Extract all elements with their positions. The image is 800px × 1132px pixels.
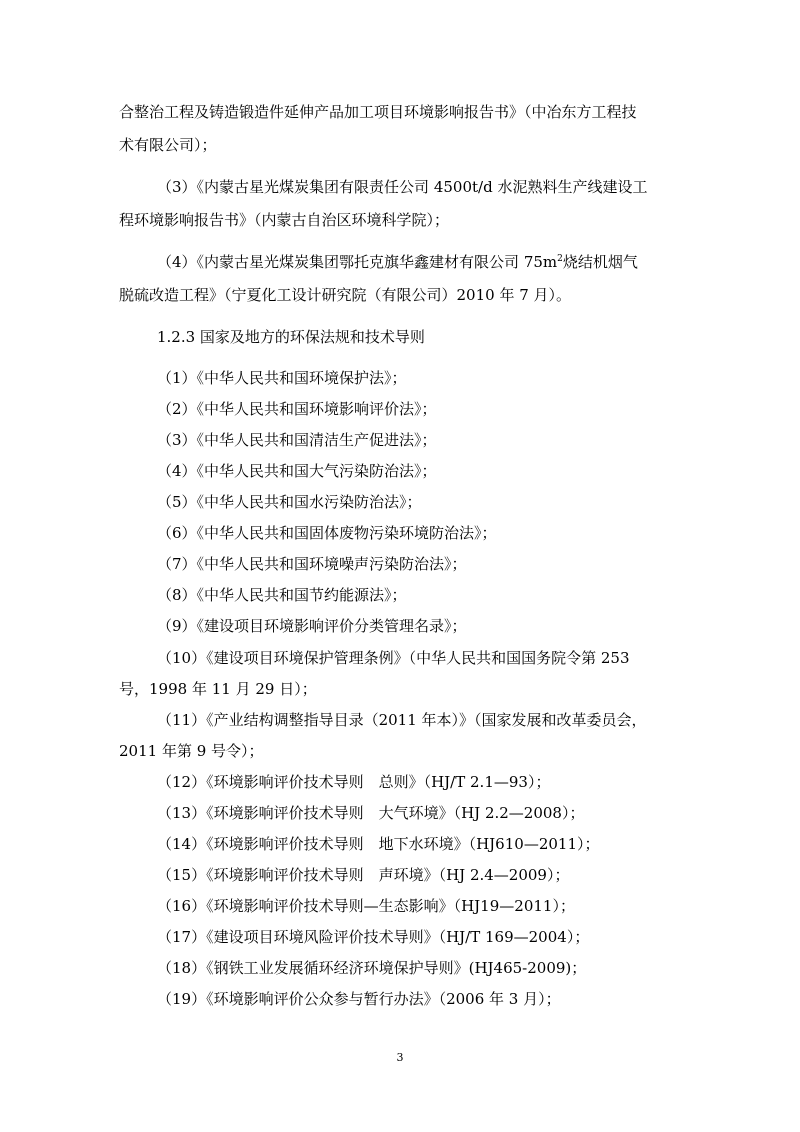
line-text: （4）《内蒙古星光煤炭集团鄂托克旗华鑫建材有限公司 75m	[157, 253, 558, 271]
paragraph-line: 术有限公司）；	[119, 136, 217, 154]
list-item: （19）《环境影响评价公众参与暂行办法》（2006 年 3 月）；	[157, 990, 561, 1008]
list-item: （2）《中华人民共和国环境影响评价法》；	[157, 400, 437, 418]
line-text: 烧结机烟气	[562, 253, 638, 271]
paragraph-line: （3）《内蒙古星光煤炭集团有限责任公司 4500t/d 水泥熟料生产线建设工	[157, 178, 648, 196]
list-item: （3）《中华人民共和国清洁生产促进法》；	[157, 431, 437, 449]
list-item: （13）《环境影响评价技术导则 大气环境》（HJ 2.2—2008）；	[157, 804, 585, 822]
paragraph-line: 程环境影响报告书》（内蒙古自治区环境科学院）；	[119, 211, 450, 229]
list-item: （15）《环境影响评价技术导则 声环境》（HJ 2.4—2009）；	[157, 866, 570, 884]
list-item: （18）《钢铁工业发展循环经济环境保护导则》(HJ465-2009)；	[157, 959, 587, 977]
paragraph-line: 脱硫改造工程》（宁夏化工设计研究院（有限公司）2010 年 7 月）。	[119, 286, 572, 304]
list-item-continuation: 号，1998 年 11 月 29 日）；	[119, 680, 317, 698]
superscript: 2	[557, 254, 563, 264]
list-item: （11）《产业结构调整指导目录（2011 年本）》（国家发展和改革委员会，	[157, 711, 647, 729]
list-item: （5）《中华人民共和国水污染防治法》；	[157, 493, 422, 511]
section-heading: 1.2.3 国家及地方的环保法规和技术导则	[157, 328, 425, 346]
page-number: 3	[396, 1051, 404, 1064]
list-item: （14）《环境影响评价技术导则 地下水环境》（HJ610—2011）；	[157, 835, 600, 853]
list-item: （12）《环境影响评价技术导则 总则》（HJ/T 2.1—93）；	[157, 773, 551, 791]
list-item: （10）《建设项目环境保护管理条例》（中华人民共和国国务院令第 253	[157, 649, 630, 667]
list-item: （8）《中华人民共和国节约能源法》；	[157, 586, 407, 604]
list-item: （4）《中华人民共和国大气污染防治法》；	[157, 462, 437, 480]
paragraph-line: 合整治工程及铸造锻造件延伸产品加工项目环境影响报告书》（中冶东方工程技	[119, 103, 637, 121]
list-item-continuation: 2011 年第 9 号令）；	[119, 742, 264, 760]
list-item: （9）《建设项目环境影响评价分类管理名录》；	[157, 617, 467, 635]
list-item: （17）《建设项目环境风险评价技术导则》（HJ/T 169—2004）；	[157, 928, 590, 946]
list-item: （6）《中华人民共和国固体废物污染环境防治法》；	[157, 524, 497, 542]
list-item: （1）《中华人民共和国环境保护法》；	[157, 369, 407, 387]
list-item: （16）《环境影响评价技术导则—生态影响》（HJ19—2011）；	[157, 897, 575, 915]
list-item: （7）《中华人民共和国环境噪声污染防治法》；	[157, 555, 467, 573]
paragraph-line	[157, 251, 690, 273]
